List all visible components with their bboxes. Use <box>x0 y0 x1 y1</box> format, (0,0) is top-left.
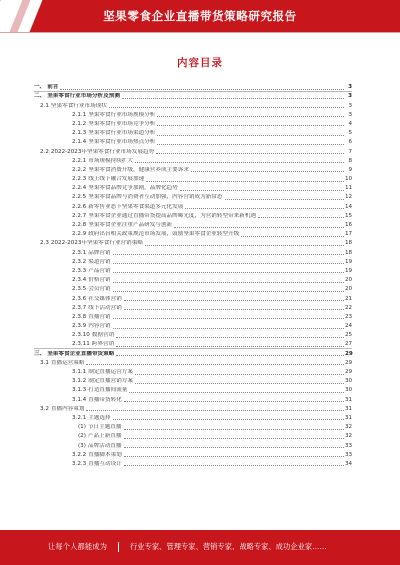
report-title: 坚果零食企业直播带货策略研究报告 <box>103 9 297 23</box>
toc-entry[interactable]: 2.1.1 坚果零食行业市场规模分析 3 <box>72 111 352 118</box>
toc-entry[interactable]: 3.1 直播运营策略 29 <box>40 359 353 366</box>
toc-entry[interactable]: 3.1.2 制定直播营销方案 30 <box>72 378 353 385</box>
toc-entry[interactable]: 2.2.3 线上线下融合发展加速 10 <box>72 176 353 183</box>
toc-entry[interactable]: 三、 坚果零食企业直播带货策略 29 <box>34 348 352 357</box>
toc-entry[interactable]: (1) 节日主题直播 32 <box>78 424 353 431</box>
toc-entry[interactable]: 2.2.2 坚果零食消费升级，健康营养成主要诉求 9 <box>72 166 352 173</box>
toc-entry[interactable]: (2) 产品上新直播 32 <box>78 433 353 440</box>
toc-entry[interactable]: 3.1.4 直播带货转化 31 <box>72 396 353 403</box>
toc-entry[interactable]: 2.2.7 坚果零食企业通过直播带货提高品牌曝光度，为营销转型带来新机遇 15 <box>72 212 353 219</box>
toc-entry[interactable]: 2.2.1 市场规模持续扩大 8 <box>72 157 352 164</box>
toc-entry[interactable]: 2.3.5 会员营销 20 <box>72 286 353 293</box>
toc-entry[interactable]: 2.3.10 数据营销 25 <box>72 332 353 339</box>
toc-entry[interactable]: 3.1.3 打造直播间流量 30 <box>72 387 353 394</box>
toc-entry[interactable]: 2.2.6 新零售业态下坚果零食渠道多元化发展 14 <box>72 203 353 210</box>
footer-roles: 行业专家、管理专家、营销专家、战略专家、成功企业家…… <box>130 542 327 551</box>
toc-entry[interactable]: 2.2.5 坚果零食品牌与消费者互动加强，内容营销成为新常态 12 <box>72 194 353 201</box>
toc-entry[interactable]: 二、 坚果零食行业市场分析及预测 3 <box>34 91 352 100</box>
table-of-contents <box>34 82 352 468</box>
toc-entry[interactable]: 2.1.4 坚果零食行业市场热点分析 6 <box>72 139 352 146</box>
toc-entry[interactable]: 2.2.8 坚果零食企业注重产品研发与创新 16 <box>72 222 353 228</box>
footer-bar <box>0 530 400 565</box>
toc-entry[interactable]: (3) 品牌活动直播 33 <box>78 442 353 449</box>
toc-entry[interactable]: 2.2.9 政府出台相关政策规范市场发展，鼓励坚果零食企业转型升级 17 <box>72 231 353 238</box>
toc-entry[interactable]: 2.3 2022-2023年坚果零食行业营销策略 18 <box>40 240 353 247</box>
toc-entry[interactable]: 2.1.2 坚果零食行业市场竞争分析 4 <box>72 120 352 127</box>
toc-entry[interactable]: 一、 前言 3 <box>34 84 352 91</box>
toc-entry[interactable]: 2.3.2 渠道营销 19 <box>72 258 353 265</box>
toc-entry[interactable]: 2.3.9 内容营销 24 <box>72 323 353 330</box>
toc-entry[interactable]: 2.2 2022-2023年坚果零食行业市场发展趋势 7 <box>40 148 352 155</box>
toc-entry[interactable]: 2.3.8 直播营销 23 <box>72 313 353 320</box>
toc-entry[interactable]: 3.2 直播内容策划 31 <box>40 405 353 412</box>
toc-entry[interactable]: 3.1.1 制定直播运营方案 29 <box>72 369 353 375</box>
header-bar <box>0 0 400 32</box>
toc-entry[interactable]: 3.2.2 直播脚本策划 33 <box>72 451 353 458</box>
header-divider <box>0 32 400 33</box>
toc-entry[interactable]: 2.3.4 价格营销 20 <box>72 277 353 284</box>
toc-entry[interactable]: 2.1 坚果零食行业市场现状 3 <box>40 102 352 109</box>
toc-entry[interactable]: 2.3.6 社交媒体营销 21 <box>72 295 353 302</box>
footer-divider <box>118 542 119 552</box>
footer-slogan: 让每个人都能成为 <box>48 542 108 551</box>
toc-entry[interactable]: 2.3.3 产品营销 19 <box>72 267 353 274</box>
toc-entry[interactable]: 2.1.3 坚果零食行业市场渠道分析 5 <box>72 130 352 137</box>
toc-entry[interactable]: 3.2.3 直播互动设计 34 <box>72 460 353 467</box>
toc-entry[interactable]: 2.2.4 坚果零食品牌竞争加剧，品牌化趋势 11 <box>72 185 353 192</box>
toc-entry[interactable]: 2.3.1 品牌营销 18 <box>72 249 353 256</box>
toc-heading: 内容目录 <box>177 57 223 69</box>
toc-entry[interactable]: 2.3.11 跨界营销 27 <box>72 341 353 348</box>
toc-entry[interactable]: 2.3.7 线下活动营销 22 <box>72 304 353 311</box>
toc-entry[interactable]: 3.2.1 主题选择 31 <box>72 414 353 421</box>
